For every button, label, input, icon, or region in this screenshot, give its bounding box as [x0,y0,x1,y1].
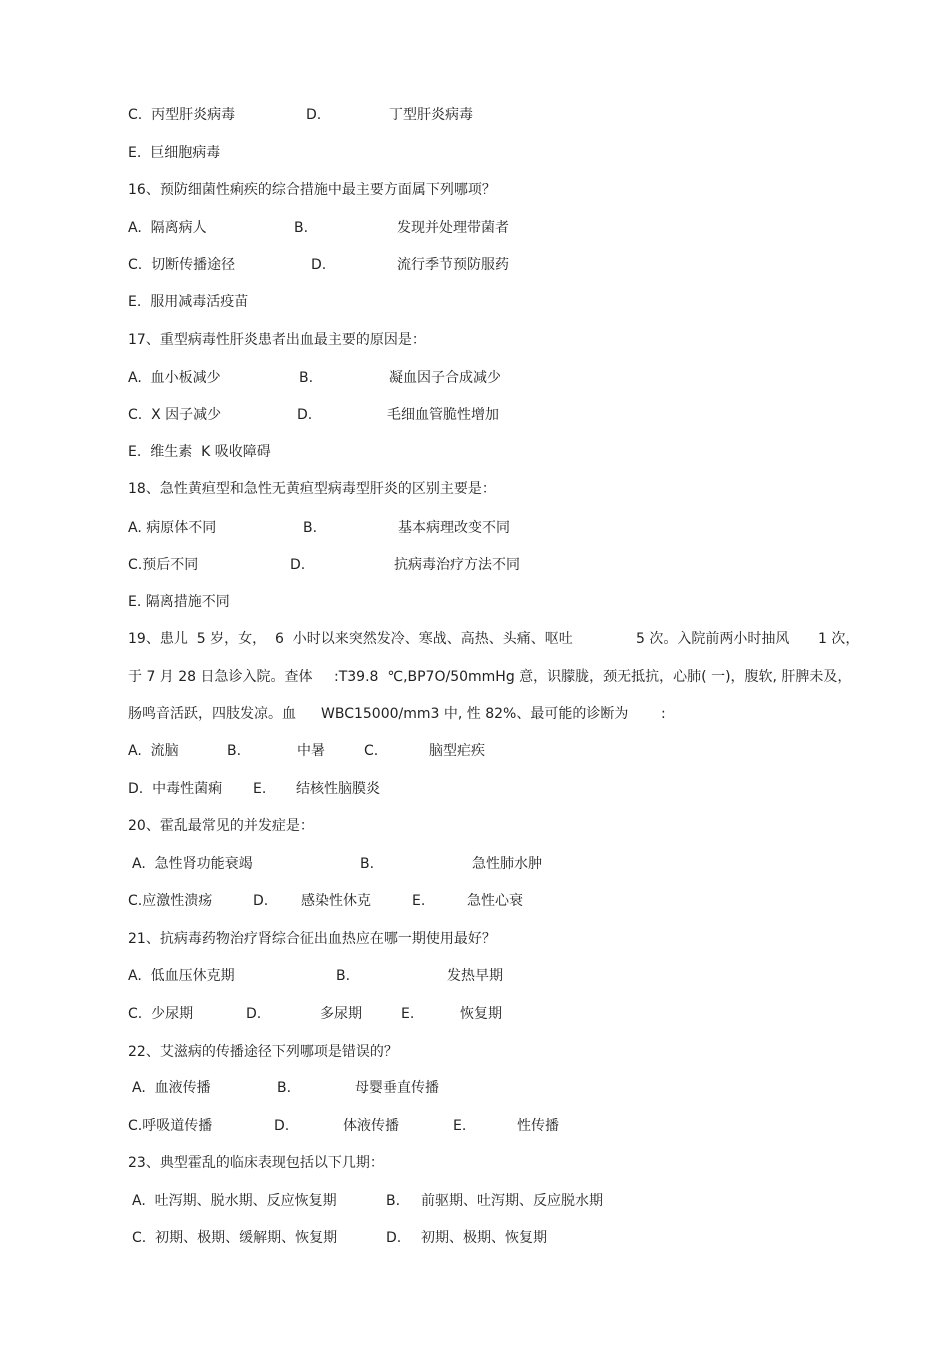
question-19-line-2 [0,667,950,687]
option-a: A. 病原体不同 [128,520,217,536]
option-d-letter: D. [386,1230,402,1246]
option-e-letter: E. [253,781,267,797]
option-e: E. 巨细胞病毒 [128,145,221,161]
question-text: 19、患儿 5 岁，女， 6 小时以来突然发冷、寒战、高热、头痛、呕吐 [128,631,573,647]
option-line [0,1078,950,1098]
option-a: A. 低血压休克期 [128,968,235,984]
option-e-text: 急性心衰 [467,893,523,909]
option-d-text: 初期、极期、恢复期 [421,1230,547,1246]
question-text: 22、艾滋病的传播途径下列哪项是错误的？ [128,1044,398,1060]
option-e: E. 隔离措施不同 [128,594,230,610]
option-line [0,1191,950,1211]
option-b-letter: B. [303,520,318,536]
option-e-text: 恢复期 [460,1006,502,1022]
question-18 [0,479,950,499]
option-b-text: 母婴垂直传播 [355,1080,439,1096]
option-d-text: 感染性休克 [301,893,371,909]
option-line [0,1116,950,1136]
option-d-letter: D. [306,107,322,123]
option-b-letter: B. [360,856,375,872]
option-d-text: 丁型肝炎病毒 [389,107,473,123]
option-line [0,741,950,761]
option-a: A. 吐泻期、脱水期、反应恢复期 [132,1193,337,1209]
question-text: WBC15000/mm3 中, 性 82%、最可能的诊断为 [321,706,629,722]
option-b-text: 基本病理改变不同 [398,520,510,536]
option-line [0,442,950,462]
question-text: 肠鸣音活跃，四肢发凉。血 [128,706,296,722]
option-line [0,143,950,163]
option-line [0,368,950,388]
question-text: 1 次， [818,631,860,647]
question-text: 16、预防细菌性痢疾的综合措施中最主要方面属下列哪项？ [128,182,496,198]
question-text: :T39.8 ℃,BP7O/50mmHg 意，识朦胧，颈无抵抗，心肺( 一)，腹软, 肝脾未及， [334,669,852,685]
question-16 [0,180,950,200]
question-text: 20、霍乱最常见的并发症是： [128,818,314,834]
option-line [0,592,950,612]
question-text: 于 7 月 28 日急诊入院。查体 [128,669,313,685]
option-line [0,292,950,312]
option-b-text: 发现并处理带菌者 [397,220,509,236]
option-line [0,1228,950,1248]
option-a: A. 流脑 [128,743,179,759]
option-c-letter: C. [364,743,379,759]
option-e-letter: E. [412,893,426,909]
option-a: A. 血液传播 [132,1080,211,1096]
option-c: C. 少尿期 [128,1006,194,1022]
question-21 [0,929,950,949]
option-line [0,218,950,238]
question-text: 21、抗病毒药物治疗肾综合征出血热应在哪一期使用最好？ [128,931,496,947]
question-text: : [661,706,666,722]
question-17 [0,330,950,350]
option-line [0,105,950,125]
option-c: C.呼吸道传播 [128,1118,213,1134]
option-e-text: 性传播 [517,1118,559,1134]
option-a: A. 急性肾功能衰竭 [132,856,253,872]
option-b-letter: B. [294,220,309,236]
option-b-letter: B. [277,1080,292,1096]
option-d-text: 毛细血管脆性增加 [387,407,499,423]
option-line [0,255,950,275]
option-c-text: 脑型疟疾 [429,743,485,759]
option-d-text: 体液传播 [343,1118,399,1134]
question-text: 17、重型病毒性肝炎患者出血最主要的原因是： [128,332,426,348]
option-line [0,854,950,874]
question-23 [0,1153,950,1173]
option-e-text: 结核性脑膜炎 [296,781,380,797]
option-d-text: 抗病毒治疗方法不同 [394,557,520,573]
option-b-text: 前驱期、吐泻期、反应脱水期 [421,1193,603,1209]
option-b-text: 中暑 [297,743,325,759]
option-c: C.预后不同 [128,557,199,573]
option-a: A. 血小板减少 [128,370,221,386]
option-c: C. 切断传播途径 [128,257,236,273]
option-c: C.应激性溃疡 [128,893,213,909]
option-b-letter: B. [227,743,242,759]
option-a: A. 隔离病人 [128,220,207,236]
question-20 [0,816,950,836]
option-line [0,966,950,986]
option-c: C. 丙型肝炎病毒 [128,107,236,123]
option-d-letter: D. [253,893,269,909]
option-b-text: 凝血因子合成减少 [389,370,501,386]
option-d-letter: D. [274,1118,290,1134]
option-b-letter: B. [299,370,314,386]
option-e-letter: E. [401,1006,415,1022]
option-line [0,779,950,799]
option-c: C. 初期、极期、缓解期、恢复期 [132,1230,338,1246]
option-d-text: 多尿期 [320,1006,362,1022]
question-19 [0,629,950,649]
option-b-text: 急性肺水肿 [472,856,542,872]
option-line [0,1004,950,1024]
option-d: D. 中毒性菌痢 [128,781,223,797]
question-text: 5 次。入院前两小时抽风 [636,631,790,647]
option-b-text: 发热早期 [447,968,503,984]
question-text: 18、急性黄疸型和急性无黄疸型病毒型肝炎的区别主要是： [128,481,496,497]
option-line [0,891,950,911]
option-d-letter: D. [297,407,313,423]
option-line [0,555,950,575]
option-d-text: 流行季节预防服药 [397,257,509,273]
option-line [0,405,950,425]
option-d-letter: D. [246,1006,262,1022]
option-b-letter: B. [386,1193,401,1209]
option-e-letter: E. [453,1118,467,1134]
question-22 [0,1042,950,1062]
option-d-letter: D. [311,257,327,273]
option-c: C. X 因子减少 [128,407,222,423]
option-e: E. 服用减毒活疫苗 [128,294,249,310]
option-line [0,518,950,538]
option-e: E. 维生素 K 吸收障碍 [128,444,271,460]
question-text: 23、典型霍乱的临床表现包括以下几期： [128,1155,384,1171]
question-19-line-3 [0,704,950,724]
option-d-letter: D. [290,557,306,573]
option-b-letter: B. [336,968,351,984]
